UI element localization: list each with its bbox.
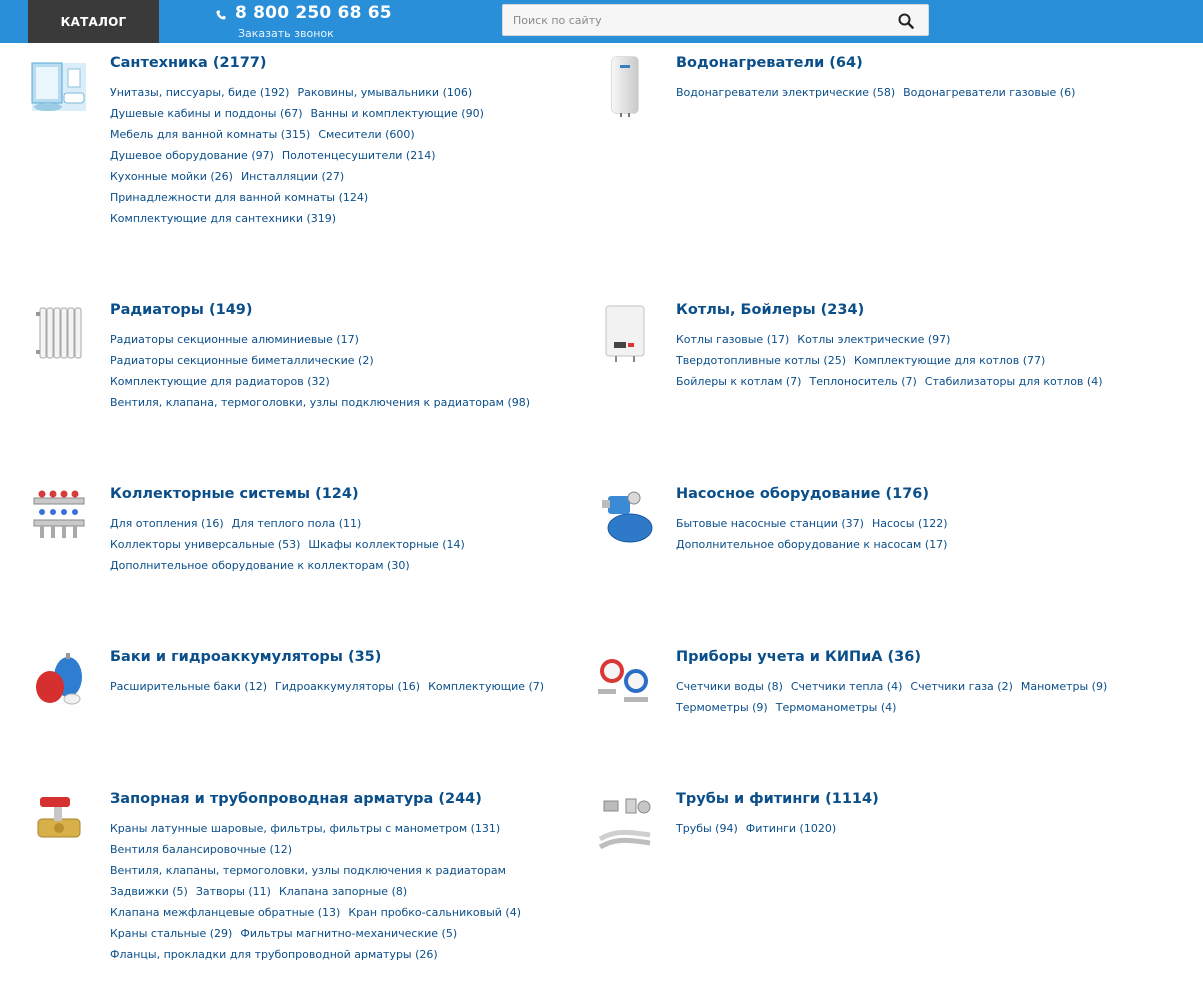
subcategory-row [676, 354, 1156, 375]
subcategory-link[interactable]: Манометры (9) [1020, 680, 1108, 693]
boiler-icon[interactable] [594, 302, 656, 364]
subcategory-link[interactable]: Раковины, умывальники (106) [297, 86, 473, 99]
subcategory-link[interactable]: Водонагреватели электрические (58) [676, 86, 896, 99]
subcategory-link[interactable]: Трубы (94) [676, 822, 738, 835]
subcategory-link[interactable]: Инсталляции (27) [240, 170, 345, 183]
subcategory-link[interactable]: Унитазы, писсуары, биде (192) [110, 86, 290, 99]
water-heater-icon[interactable] [594, 55, 656, 117]
subcategory-row [676, 822, 1156, 843]
subcategory-link[interactable]: Краны стальные (29) [110, 927, 233, 940]
phone-icon [216, 10, 226, 20]
subcategory-link[interactable]: Радиаторы секционные алюминиевые (17) [110, 333, 359, 346]
subcategory-link[interactable]: Бытовые насосные станции (37) [676, 517, 864, 530]
subcategory-list [110, 86, 590, 233]
category-title[interactable]: Радиаторы (149) [110, 302, 253, 318]
subcategory-row [676, 375, 1156, 396]
subcategory-link[interactable]: Мебель для ванной комнаты (315) [110, 128, 311, 141]
subcategory-row [110, 375, 590, 396]
subcategory-link[interactable]: Счетчики воды (8) [676, 680, 783, 693]
search-box [502, 4, 929, 36]
subcategory-row [110, 822, 590, 843]
subcategory-link[interactable]: Фитинги (1020) [745, 822, 837, 835]
search-icon[interactable] [898, 13, 914, 29]
phone-number[interactable]: 8 800 250 68 65 [235, 3, 392, 23]
category-title[interactable]: Котлы, Бойлеры (234) [676, 302, 865, 318]
subcategory-link[interactable]: Вентиля, клапана, термоголовки, узлы подключения к радиаторам (98) [110, 396, 531, 409]
subcategory-link[interactable]: Стабилизаторы для котлов (4) [924, 375, 1103, 388]
bathroom-icon[interactable] [28, 55, 90, 117]
subcategory-row [110, 333, 590, 354]
subcategory-link[interactable]: Расширительные баки (12) [110, 680, 267, 693]
subcategory-row [110, 559, 590, 580]
subcategory-row [110, 906, 590, 927]
subcategory-list [676, 822, 1156, 843]
subcategory-link[interactable]: Дополнительное оборудование к насосам (17) [676, 538, 948, 551]
subcategory-link[interactable]: Котлы газовые (17) [676, 333, 790, 346]
subcategory-link[interactable]: Краны латунные шаровые, фильтры, фильтры с манометром (131) [110, 822, 501, 835]
subcategory-row [676, 680, 1156, 701]
category-title[interactable]: Приборы учета и КИПиА (36) [676, 649, 921, 665]
subcategory-link[interactable]: Радиаторы секционные биметаллические (2) [110, 354, 374, 367]
subcategory-link[interactable]: Бойлеры к котлам (7) [676, 375, 802, 388]
subcategory-link[interactable]: Задвижки (5) [110, 885, 188, 898]
category-title[interactable]: Трубы и фитинги (1114) [676, 791, 879, 807]
subcategory-link[interactable]: Термометры (9) [676, 701, 768, 714]
subcategory-link[interactable]: Душевые кабины и поддоны (67) [110, 107, 303, 120]
subcategory-row [110, 538, 590, 559]
subcategory-list [676, 333, 1156, 396]
subcategory-row [676, 538, 1156, 559]
subcategory-list [676, 517, 1156, 559]
subcategory-row [110, 149, 590, 170]
subcategory-row [110, 885, 590, 906]
subcategory-row [110, 354, 590, 375]
subcategory-link[interactable]: Клапана межфланцевые обратные (13) [110, 906, 341, 919]
subcategory-link[interactable]: Для отопления (16) [110, 517, 224, 530]
pump-icon[interactable] [594, 486, 656, 548]
subcategory-link[interactable]: Душевое оборудование (97) [110, 149, 274, 162]
subcategory-link[interactable]: Вентиля балансировочные (12) [110, 843, 293, 856]
category-title[interactable]: Насосное оборудование (176) [676, 486, 930, 502]
subcategory-link[interactable]: Дополнительное оборудование к коллекторам (30) [110, 559, 410, 572]
category-title[interactable]: Сантехника (2177) [110, 55, 267, 71]
subcategory-row [110, 212, 590, 233]
subcategory-row [676, 333, 1156, 354]
subcategory-row [676, 86, 1156, 107]
subcategory-link[interactable]: Шкафы коллекторные (14) [308, 538, 465, 551]
subcategory-row [110, 86, 590, 107]
subcategory-link[interactable]: Счетчики газа (2) [910, 680, 1013, 693]
subcategory-row [110, 843, 590, 864]
subcategory-row [676, 517, 1156, 538]
subcategory-link[interactable]: Для теплого пола (11) [231, 517, 362, 530]
subcategory-row [110, 680, 590, 701]
subcategory-link[interactable]: Затворы (11) [195, 885, 271, 898]
subcategory-link[interactable]: Принадлежности для ванной комнаты (124) [110, 191, 369, 204]
subcategory-row [110, 948, 590, 969]
catalog-button[interactable]: КАТАЛОГ [28, 0, 159, 43]
subcategory-row [676, 701, 1156, 722]
subcategory-row [110, 864, 590, 885]
subcategory-link[interactable]: Комплектующие для сантехники (319) [110, 212, 337, 225]
subcategory-link[interactable]: Твердотопливные котлы (25) [676, 354, 846, 367]
subcategory-link[interactable]: Комплектующие для радиаторов (32) [110, 375, 330, 388]
subcategory-row [110, 517, 590, 538]
search-input[interactable] [503, 5, 883, 35]
subcategory-link[interactable]: Водонагреватели газовые (6) [903, 86, 1076, 99]
category-title[interactable]: Баки и гидроаккумуляторы (35) [110, 649, 382, 665]
subcategory-link[interactable]: Фланцы, прокладки для трубопроводной арматуры (26) [110, 948, 438, 961]
subcategory-list [110, 680, 590, 701]
header-bar [0, 0, 1203, 43]
subcategory-link[interactable]: Гидроаккумуляторы (16) [275, 680, 421, 693]
subcategory-link[interactable]: Смесители (600) [318, 128, 415, 141]
category-title[interactable]: Водонагреватели (64) [676, 55, 863, 71]
subcategory-link[interactable]: Теплоноситель (7) [809, 375, 917, 388]
subcategory-row [110, 170, 590, 191]
subcategory-link[interactable]: Фильтры магнитно-механические (5) [240, 927, 458, 940]
subcategory-list [676, 86, 1156, 107]
subcategory-link[interactable]: Кухонные мойки (26) [110, 170, 233, 183]
subcategory-row [110, 128, 590, 149]
subcategory-link[interactable]: Кран пробко-сальниковый (4) [348, 906, 522, 919]
subcategory-link[interactable]: Термоманометры (4) [775, 701, 897, 714]
subcategory-link[interactable]: Комплектующие для котлов (77) [854, 354, 1046, 367]
subcategory-row [110, 927, 590, 948]
subcategory-link[interactable]: Комплектующие (7) [428, 680, 545, 693]
subcategory-link[interactable]: Ванны и комплектующие (90) [310, 107, 484, 120]
subcategory-link[interactable]: Вентиля, клапаны, термоголовки, узлы подключения к радиаторам [110, 864, 506, 877]
subcategory-row [110, 107, 590, 128]
pipes-icon[interactable] [594, 791, 656, 853]
subcategory-list [110, 517, 590, 580]
subcategory-link[interactable]: Полотенцесушители (214) [281, 149, 436, 162]
category-title[interactable]: Коллекторные системы (124) [110, 486, 359, 502]
callback-link[interactable]: Заказать звонок [238, 27, 334, 40]
category-title[interactable]: Запорная и трубопроводная арматура (244) [110, 791, 482, 807]
subcategory-list [110, 822, 590, 969]
subcategory-list [676, 680, 1156, 722]
meter-icon[interactable] [594, 649, 656, 711]
subcategory-link[interactable]: Счетчики тепла (4) [790, 680, 903, 693]
subcategory-row [110, 396, 590, 417]
subcategory-link[interactable]: Котлы электрические (97) [797, 333, 951, 346]
subcategory-link[interactable]: Клапана запорные (8) [278, 885, 408, 898]
radiator-icon[interactable] [28, 302, 90, 364]
manifold-icon[interactable] [28, 486, 90, 548]
subcategory-link[interactable]: Насосы (122) [871, 517, 948, 530]
tank-icon[interactable] [28, 649, 90, 711]
subcategory-link[interactable]: Коллекторы универсальные (53) [110, 538, 301, 551]
valve-icon[interactable] [28, 791, 90, 853]
subcategory-list [110, 333, 590, 417]
subcategory-row [110, 191, 590, 212]
